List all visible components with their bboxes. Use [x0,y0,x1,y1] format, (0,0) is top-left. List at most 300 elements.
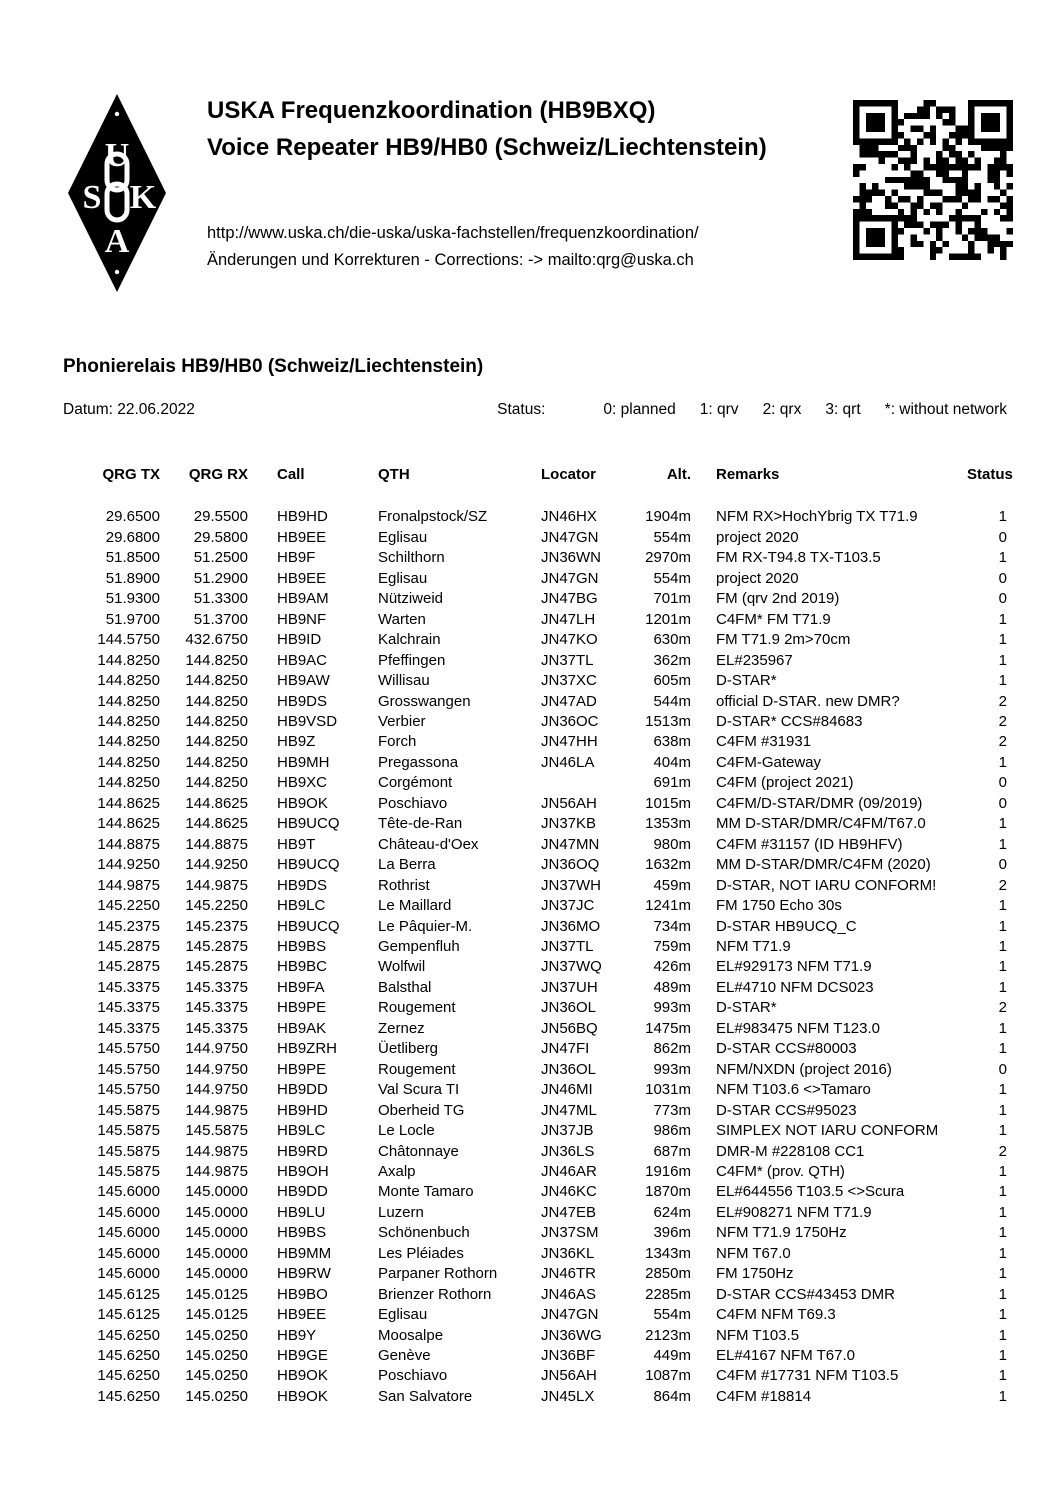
cell-qrg-tx: 145.6000 [97,1244,160,1262]
cell-qrg-rx: 145.2250 [185,897,248,915]
cell-status: 1 [998,978,1007,996]
cell-remarks: EL#235967 [716,651,793,669]
cell-remarks: C4FM #31931 [716,733,812,751]
cell-qth: Les Pléiades [378,1244,464,1262]
table-row [63,1366,1007,1386]
table-row [63,917,1007,937]
cell-call: HB9PE [277,999,327,1017]
cell-call: HB9MM [277,1244,332,1262]
cell-status: 1 [998,1162,1007,1180]
coordination-url[interactable]: http://www.uska.ch/die-uska/uska-fachstellen/frequenzkoordination/ [207,224,699,242]
cell-remarks: EL#4167 NFM T67.0 [716,1347,855,1365]
cell-alt: 993m [653,1060,691,1078]
table-row [63,712,1007,732]
table-row [63,1121,1007,1141]
cell-qrg-tx: 145.2875 [97,937,160,955]
cell-remarks: FM T71.9 2m>70cm [716,631,851,649]
cell-qrg-rx: 144.9875 [185,876,248,894]
cell-qrg-tx: 145.6125 [97,1306,160,1324]
cell-remarks: NFM T71.9 1750Hz [716,1224,847,1242]
cell-remarks: EL#908271 NFM T71.9 [716,1203,872,1221]
cell-alt: 1353m [645,815,691,833]
cell-alt: 362m [653,651,691,669]
table-row [63,773,1007,793]
cell-remarks: C4FM #17731 NFM T103.5 [716,1367,899,1385]
cell-remarks: D-STAR* [716,672,777,690]
cell-alt: 1201m [645,610,691,628]
cell-alt: 404m [653,753,691,771]
cell-call: HB9XC [277,774,328,792]
cell-remarks: EL#983475 NFM T123.0 [716,1019,880,1037]
cell-qrg-rx: 432.6750 [185,631,248,649]
table-row [63,1223,1007,1243]
cell-qrg-rx: 145.0000 [185,1203,248,1221]
cell-qrg-rx: 144.8250 [185,672,248,690]
cell-locator: JN47EB [541,1203,597,1221]
cell-locator: JN37KB [541,815,597,833]
cell-qth: Warten [378,610,426,628]
cell-status: 1 [998,1040,1007,1058]
cell-locator: JN56AH [541,1367,597,1385]
cell-qrg-rx: 145.0250 [185,1347,248,1365]
cell-alt: 396m [653,1224,691,1242]
cell-call: HB9LC [277,1122,326,1140]
cell-qrg-rx: 144.9875 [185,1142,248,1160]
cell-qrg-tx: 51.8500 [105,549,160,567]
cell-locator: JN37XC [541,672,597,690]
cell-qrg-rx: 145.0125 [185,1306,248,1324]
table-row [63,896,1007,916]
cell-call: HB9OK [277,1387,328,1405]
cell-locator: JN47GN [541,569,599,587]
cell-remarks: EL#929173 NFM T71.9 [716,958,872,976]
col-header-locator: Locator [541,466,597,483]
cell-qrg-tx: 144.8250 [97,733,160,751]
cell-status: 1 [998,835,1007,853]
cell-locator: JN47GN [541,528,599,546]
table-header-row [63,465,1007,507]
cell-qrg-rx: 51.3300 [193,590,248,608]
cell-locator: JN46HX [541,508,597,526]
cell-alt: 489m [653,978,691,996]
cell-remarks: FM 1750Hz [716,1265,794,1283]
cell-remarks: D-STAR CCS#80003 [716,1040,857,1058]
cell-remarks: FM RX-T94.8 TX-T103.5 [716,549,881,567]
cell-qrg-rx: 145.2375 [185,917,248,935]
cell-qth: Rougement [378,1060,456,1078]
cell-remarks: NFM T67.0 [716,1244,791,1262]
cell-remarks: EL#4710 NFM DCS023 [716,978,874,996]
cell-remarks: project 2020 [716,569,799,587]
cell-alt: 1241m [645,897,691,915]
cell-remarks: C4FM NFM T69.3 [716,1306,836,1324]
table-row [63,753,1007,773]
cell-remarks: C4FM* (prov. QTH) [716,1162,845,1180]
cell-call: HB9RW [277,1265,331,1283]
cell-alt: 2285m [645,1285,691,1303]
cell-locator: JN37JC [541,897,595,915]
cell-locator: JN36MO [541,917,601,935]
cell-qrg-rx: 29.5800 [193,528,248,546]
cell-remarks: FM (qrv 2nd 2019) [716,590,840,608]
cell-remarks: C4FM #18814 [716,1387,812,1405]
cell-locator: JN36WG [541,1326,602,1344]
cell-call: HB9VSD [277,712,338,730]
cell-alt: 1870m [645,1183,691,1201]
cell-qrg-tx: 145.2375 [97,917,160,935]
status-legend-item: 1: qrv [699,401,739,418]
cell-call: HB9T [277,835,316,853]
cell-status: 1 [998,815,1007,833]
cell-qrg-tx: 145.6000 [97,1203,160,1221]
cell-locator: JN47FI [541,1040,590,1058]
cell-locator: JN46AR [541,1162,597,1180]
cell-locator: JN47ML [541,1101,597,1119]
cell-call: HB9HD [277,508,328,526]
cell-qrg-tx: 145.5875 [97,1101,160,1119]
cell-alt: 554m [653,528,691,546]
cell-status: 1 [998,651,1007,669]
table-row [63,1060,1007,1080]
cell-alt: 2850m [645,1265,691,1283]
cell-locator: JN37JB [541,1122,594,1140]
cell-call: HB9UCQ [277,815,340,833]
cell-remarks: NFM T103.5 [716,1326,800,1344]
cell-qrg-rx: 145.2875 [185,937,248,955]
cell-qrg-tx: 145.6000 [97,1183,160,1201]
cell-alt: 980m [653,835,691,853]
cell-status: 1 [998,897,1007,915]
cell-locator: JN46MI [541,1081,593,1099]
cell-qth: Forch [378,733,417,751]
cell-qth: Eglisau [378,1306,428,1324]
cell-remarks: C4FM (project 2021) [716,774,854,792]
cell-remarks: C4FM-Gateway [716,753,822,771]
cell-locator: JN47GN [541,1306,599,1324]
cell-call: HB9EE [277,528,327,546]
cell-locator: JN37TL [541,937,594,955]
cell-qrg-tx: 51.8900 [105,569,160,587]
cell-qrg-tx: 144.8250 [97,712,160,730]
cell-call: HB9AK [277,1019,327,1037]
cell-qrg-rx: 51.2500 [193,549,248,567]
cell-call: HB9Z [277,733,316,751]
cell-remarks: D-STAR* [716,999,777,1017]
cell-locator: JN46TR [541,1265,597,1283]
cell-alt: 701m [653,590,691,608]
cell-locator: JN47LH [541,610,596,628]
cell-remarks: DMR-M #228108 CC1 [716,1142,865,1160]
col-header-status: Status [967,466,1013,483]
cell-status: 1 [998,1387,1007,1405]
cell-locator: JN47HH [541,733,598,751]
cell-call: HB9BS [277,1224,327,1242]
cell-qrg-rx: 144.8875 [185,835,248,853]
cell-alt: 759m [653,937,691,955]
cell-call: HB9UCQ [277,917,340,935]
col-header-remarks: Remarks [716,466,780,483]
cell-status: 2 [998,999,1007,1017]
cell-locator: JN45LX [541,1387,595,1405]
table-row [63,876,1007,896]
cell-locator: JN36LS [541,1142,595,1160]
col-header-alt: Alt. [666,466,691,483]
cell-alt: 624m [653,1203,691,1221]
cell-remarks: D-STAR* CCS#84683 [716,712,863,730]
cell-call: HB9LC [277,897,326,915]
page-title: USKA Frequenzkoordination (HB9BXQ) [207,97,656,124]
cell-qth: Pregassona [378,753,459,771]
table-row [63,671,1007,691]
cell-status: 0 [998,856,1007,874]
cell-status: 0 [998,794,1007,812]
cell-qrg-rx: 145.2875 [185,958,248,976]
cell-qrg-tx: 144.8250 [97,692,160,710]
cell-qrg-rx: 145.3375 [185,1019,248,1037]
cell-qth: Rothrist [378,876,430,894]
cell-qrg-tx: 144.8250 [97,651,160,669]
col-header-call: Call [277,466,305,483]
cell-qrg-rx: 145.0250 [185,1367,248,1385]
cell-qrg-tx: 145.6250 [97,1387,160,1405]
cell-qrg-tx: 145.5750 [97,1040,160,1058]
cell-status: 0 [998,528,1007,546]
table-row [63,1387,1007,1407]
cell-qrg-tx: 51.9700 [105,610,160,628]
cell-qrg-tx: 145.6000 [97,1224,160,1242]
table-row [63,855,1007,875]
cell-qrg-rx: 51.2900 [193,569,248,587]
corrections-mailto[interactable]: Änderungen und Korrekturen - Corrections: -> mailto:qrg@uska.ch [207,251,694,269]
cell-status: 1 [998,1285,1007,1303]
cell-qrg-tx: 145.2875 [97,958,160,976]
cell-status: 0 [998,1060,1007,1078]
cell-call: HB9BC [277,958,328,976]
cell-qth: Kalchrain [378,631,441,649]
cell-locator: JN36WN [541,549,602,567]
cell-status: 1 [998,1367,1007,1385]
cell-qrg-rx: 51.3700 [193,610,248,628]
uska-logo-icon [66,92,168,294]
cell-qrg-rx: 144.8250 [185,712,248,730]
cell-qrg-tx: 145.6000 [97,1265,160,1283]
cell-alt: 605m [653,672,691,690]
cell-locator: JN36OC [541,712,599,730]
cell-locator: JN36KL [541,1244,595,1262]
cell-qrg-tx: 51.9300 [105,590,160,608]
cell-alt: 862m [653,1040,691,1058]
cell-remarks: NFM T71.9 [716,937,791,955]
cell-locator: JN37SM [541,1224,599,1242]
svg-text:S: S [82,179,102,216]
qr-code-icon [853,100,1013,260]
cell-qrg-rx: 144.8250 [185,692,248,710]
cell-remarks: official D-STAR. new DMR? [716,692,900,710]
cell-alt: 426m [653,958,691,976]
cell-alt: 2970m [645,549,691,567]
table-row [63,835,1007,855]
cell-status: 1 [998,549,1007,567]
cell-remarks: MM D-STAR/DMR/C4FM (2020) [716,856,931,874]
cell-qrg-tx: 145.2250 [97,897,160,915]
cell-status: 1 [998,1306,1007,1324]
table-row [63,1264,1007,1284]
table-row [63,548,1007,568]
cell-status: 1 [998,631,1007,649]
cell-locator: JN46AS [541,1285,597,1303]
cell-locator [541,773,625,793]
cell-remarks: NFM/NXDN (project 2016) [716,1060,892,1078]
cell-locator: JN37UH [541,978,598,996]
cell-locator: JN36OQ [541,856,600,874]
cell-status: 2 [998,712,1007,730]
cell-call: HB9HD [277,1101,328,1119]
cell-qth: San Salvatore [378,1387,473,1405]
cell-remarks: NFM T103.6 <>Tamaro [716,1081,871,1099]
table-row [63,569,1007,589]
cell-qth: Verbier [378,712,426,730]
table-row [63,507,1007,527]
cell-call: HB9EE [277,569,327,587]
repeater-table-body [63,507,1007,1407]
cell-qrg-tx: 145.6250 [97,1347,160,1365]
cell-qrg-rx: 144.9750 [185,1060,248,1078]
cell-qrg-rx: 145.0000 [185,1265,248,1283]
cell-status: 1 [998,508,1007,526]
cell-call: HB9ZRH [277,1040,338,1058]
cell-call: HB9FA [277,978,325,996]
cell-qth: Brienzer Rothorn [378,1285,492,1303]
cell-alt: 687m [653,1142,691,1160]
cell-remarks: D-STAR HB9UCQ_C [716,917,857,935]
cell-locator: JN47AD [541,692,597,710]
cell-alt: 1513m [645,712,691,730]
cell-status: 1 [998,917,1007,935]
cell-qrg-rx: 144.8250 [185,733,248,751]
col-header-qrg-rx: QRG RX [188,466,248,483]
cell-alt: 630m [653,631,691,649]
status-legend-item: 3: qrt [825,401,861,418]
cell-status: 2 [998,876,1007,894]
cell-qrg-tx: 144.8250 [97,753,160,771]
cell-call: HB9AM [277,590,329,608]
table-row [63,692,1007,712]
cell-qth: Axalp [378,1162,416,1180]
cell-qth: Val Scura TI [378,1081,460,1099]
cell-call: HB9EE [277,1306,327,1324]
page-subtitle: Voice Repeater HB9/HB0 (Schweiz/Liechtenstein) [207,134,767,161]
cell-qrg-rx: 145.3375 [185,978,248,996]
cell-locator: JN47BG [541,590,598,608]
table-row [63,1285,1007,1305]
table-row [63,610,1007,630]
cell-locator: JN37WH [541,876,602,894]
cell-qrg-rx: 144.8625 [185,794,248,812]
table-row [63,794,1007,814]
cell-status: 1 [998,958,1007,976]
cell-status: 1 [998,1265,1007,1283]
cell-alt: 1343m [645,1244,691,1262]
cell-call: HB9AW [277,672,330,690]
cell-qrg-rx: 144.9875 [185,1101,248,1119]
cell-qth: Luzern [378,1203,424,1221]
cell-qth: Willisau [378,672,430,690]
cell-qth: Fronalpstock/SZ [378,508,488,526]
table-row [63,1019,1007,1039]
table-row [63,1182,1007,1202]
cell-remarks: C4FM #31157 (ID HB9HFV) [716,835,903,853]
cell-alt: 1904m [645,508,691,526]
cell-qth: Schilthorn [378,549,445,567]
cell-locator: JN56AH [541,794,597,812]
cell-qth: Genève [378,1347,431,1365]
cell-qth: Pfeffingen [378,651,446,669]
cell-locator: JN47MN [541,835,600,853]
cell-qrg-rx: 145.3375 [185,999,248,1017]
cell-remarks: FM 1750 Echo 30s [716,897,842,915]
cell-qrg-rx: 145.0000 [185,1224,248,1242]
cell-qrg-tx: 144.9250 [97,856,160,874]
status-legend-label: Status: [497,401,546,418]
cell-status: 2 [998,733,1007,751]
cell-alt: 1015m [645,794,691,812]
cell-qrg-tx: 144.8625 [97,815,160,833]
table-row [63,814,1007,834]
cell-qrg-rx: 29.5500 [193,508,248,526]
cell-qrg-rx: 144.9250 [185,856,248,874]
cell-call: HB9F [277,549,316,567]
cell-status: 1 [998,1019,1007,1037]
cell-status: 1 [998,1183,1007,1201]
col-header-qrg-tx: QRG TX [102,466,160,483]
cell-alt: 544m [653,692,691,710]
cell-alt: 554m [653,569,691,587]
cell-qth: Tête-de-Ran [378,815,463,833]
table-row [63,978,1007,998]
cell-locator: JN37WQ [541,958,602,976]
section-heading: Phonierelais HB9/HB0 (Schweiz/Liechtenstein) [63,356,484,377]
cell-call: HB9RD [277,1142,328,1160]
cell-status: 2 [998,1142,1007,1160]
svg-text:K: K [129,179,157,216]
cell-qrg-tx: 145.5750 [97,1081,160,1099]
cell-alt: 1031m [645,1081,691,1099]
table-row [63,1039,1007,1059]
cell-qth: Üetliberg [378,1040,439,1058]
cell-qrg-rx: 145.0000 [185,1244,248,1262]
cell-qrg-rx: 145.0250 [185,1326,248,1344]
cell-call: HB9DD [277,1183,328,1201]
cell-call: HB9PE [277,1060,327,1078]
table-row [63,937,1007,957]
cell-status: 1 [998,672,1007,690]
cell-remarks: C4FM/D-STAR/DMR (09/2019) [716,794,923,812]
cell-remarks: SIMPLEX NOT IARU CONFORM [716,1122,939,1140]
cell-qth: Eglisau [378,528,428,546]
svg-text:A: A [104,223,130,260]
cell-qrg-tx: 144.8625 [97,794,160,812]
cell-locator: JN37TL [541,651,594,669]
cell-qth: Nütziweid [378,590,444,608]
cell-call: HB9DD [277,1081,328,1099]
cell-qth: Poschiavo [378,1367,448,1385]
table-row [63,1326,1007,1346]
cell-call: HB9MH [277,753,330,771]
cell-qrg-rx: 144.8250 [185,753,248,771]
cell-qrg-rx: 145.5875 [185,1122,248,1140]
cell-alt: 1632m [645,856,691,874]
cell-remarks: C4FM* FM T71.9 [716,610,831,628]
